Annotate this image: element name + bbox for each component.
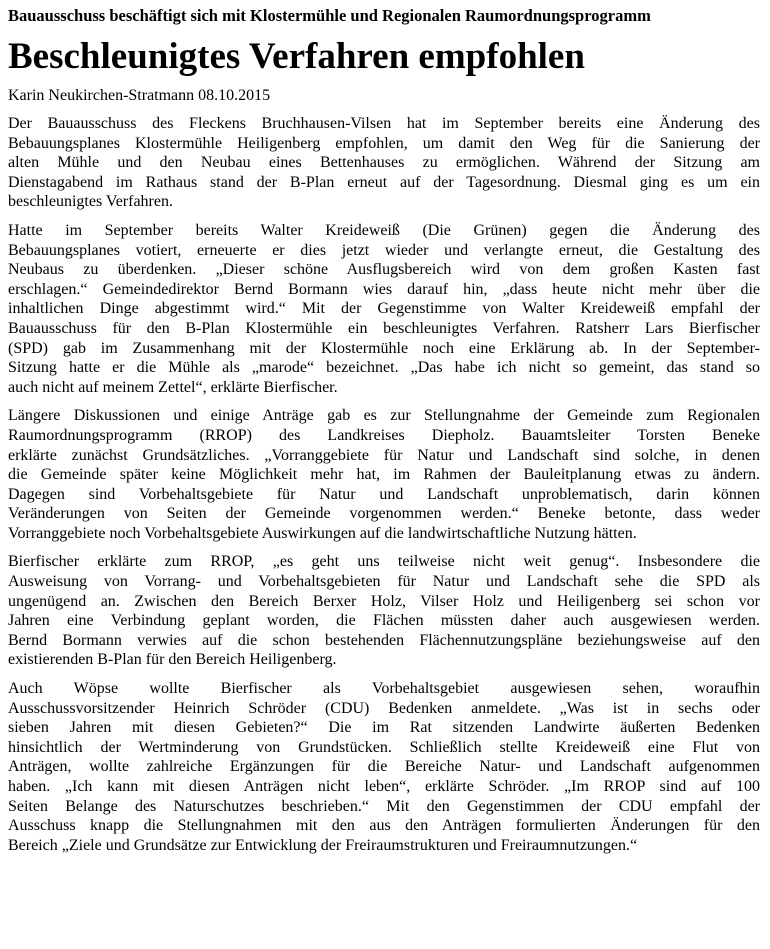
article-paragraph <box>8 406 760 543</box>
paragraph-line: Veränderungen von Seiten der Gemeinde vorgenommen werden.“ Beneke betonte, dass weder <box>8 505 760 523</box>
paragraph-line: Bierfischer erklärte zum RROP, „es geht uns teilweise nicht weit genug“. Insbesondere die <box>8 553 760 571</box>
paragraph-line: Bebauungsplanes Klostermühle Heiligenberg empfohlen, um damit den Weg für die Sanierung der <box>8 134 760 152</box>
article-kicker: Bauausschuss beschäftigt sich mit Klostermühle und Regionalen Raumordnungsprogramm <box>8 6 651 25</box>
paragraph-line: erklärte zunächst Grundsätzliches. „Vorranggebiete für Natur und Landschaft sind solche, in denen <box>8 446 760 464</box>
paragraph-line: Der Bauausschuss des Fleckens Bruchhausen-Vilsen hat im September bereits eine Änderung des <box>8 115 760 132</box>
paragraph-line: Ausweisung von Vorrang- und Vorbehaltsgebieten für Natur und Landschaft sehe die SPD als <box>8 573 760 591</box>
paragraph-line: alten Mühle und den Neubau eines Bettenhauses zu ermöglichen. Während der Sitzung am <box>8 154 760 172</box>
paragraph-line: Bebauungsplanes votiert, erneuerte er dies jetzt wieder und verlangte erneut, die Gestaltung des <box>8 241 760 259</box>
paragraph-line: Seiten Belange des Naturschutzes beschrieben.“ Mit den Gegenstimmen der CDU empfahl der <box>8 797 760 815</box>
paragraph-line: Ausschuss knapp die Stellungnahmen mit den aus den Anträgen formulierten Änderungen für den <box>8 817 760 835</box>
paragraph-line: die Gemeinde später keine Möglichkeit mehr hat, im Rahmen der Bauleitplanung etwas zu ändern. <box>8 466 760 484</box>
paragraph-line: auch nicht auf meinem Zettel“, erklärte Bierfischer. <box>8 378 338 396</box>
article-paragraph <box>8 221 760 397</box>
paragraph-line: Bernd Bormann verwies auf die schon bestehenden Flächennutzungspläne beziehungsweise auf den <box>8 631 760 649</box>
paragraph-line: Dagegen sind Vorbehaltsgebiete für Natur und Landschaft unproblematisch, darin können <box>8 485 760 503</box>
paragraph-line: Auch Wöpse wollte Bierfischer als Vorbehaltsgebiet ausgewiesen sehen, woraufhin <box>8 680 760 698</box>
paragraph-line: beschleunigtes Verfahren. <box>8 193 173 211</box>
paragraph-line: Vorranggebiete noch Vorbehaltsgebiete Auswirkungen auf die landwirtschaftliche Nutzung hätten. <box>8 524 637 542</box>
paragraph-line: ungenügend an. Zwischen den Bereich Berxer Holz, Vilser Holz und Heiligenberg sei schon vor <box>8 592 760 610</box>
paragraph-line: Ausschussvorsitzender Heinrich Schröder (CDU) Bedenken anmeldete. „Was ist in sechs oder <box>8 699 760 717</box>
article-byline: Karin Neukirchen-Stratmann 08.10.2015 <box>8 87 271 104</box>
paragraph-line: Bereich „Ziele und Grundsätze zur Entwicklung der Freiraumstrukturen und Freiraumnutzungen.“ <box>8 836 638 854</box>
paragraph-line: Bauausschuss für den B-Plan Klostermühle ein beschleunigtes Verfahren. Ratsherr Lars Bierfischer <box>8 319 760 337</box>
paragraph-line: existierenden B-Plan für den Bereich Heiligenberg. <box>8 651 337 669</box>
paragraph-line: haben. „Ich kann mit diesen Anträgen nicht leben“, erklärte Schröder. „Im RROP sind auf 100 <box>8 778 760 795</box>
article-paragraph <box>8 114 760 212</box>
paragraph-line: Jahren eine Verbindung geplant worden, die Flächen müssten daher auch ausgewiesen werden. <box>8 612 760 630</box>
paragraph-line: sieben Jahren mit diesen Gebieten?“ Die im Rat sitzenden Landwirte äußerten Bedenken <box>8 719 760 737</box>
paragraph-line: Hatte im September bereits Walter Kreideweiß (Die Grünen) gegen die Änderung des <box>8 221 760 239</box>
article-paragraph <box>8 552 760 670</box>
paragraph-line: Längere Diskussionen und einige Anträge gab es zur Stellungnahme der Gemeinde zum Regionalen <box>8 407 760 425</box>
article-paragraph <box>8 679 760 855</box>
paragraph-line: Dienstagabend im Rathaus stand der B-Plan erneut auf der Tagesordnung. Diesmal ging es um ein <box>8 173 760 191</box>
paragraph-line: Anträgen, wollte zahlreiche Ergänzungen für die Bereiche Natur- und Landschaft aufgenommen <box>8 758 760 776</box>
paragraph-line: Sitzung hatte er die Mühle als „marode“ bezeichnet. „Das habe ich nicht so gemeint, das stand so <box>8 359 760 377</box>
paragraph-line: Neubaus zu überdenken. „Dieser schöne Ausflugsbereich wird von dem großen Kasten fast <box>8 261 760 279</box>
article-headline: Beschleunigtes Verfahren empfohlen <box>8 36 585 77</box>
paragraph-line: (SPD) gab im Zusammenhang mit der Klostermühle noch eine Erklärung ab. In der September- <box>8 339 760 357</box>
paragraph-line: inhaltlichen Dinge abgestimmt wird.“ Mit der Gegenstimme von Walter Kreideweiß empfahl der <box>8 300 760 318</box>
paragraph-line: hinsichtlich der Wertminderung von Grundstücken. Schließlich stellte Kreideweiß eine Flut von <box>8 738 760 756</box>
article-body <box>8 114 760 855</box>
paragraph-line: Raumordnungsprogramm (RROP) des Landkreises Diepholz. Bauamtsleiter Torsten Beneke <box>8 426 760 444</box>
paragraph-line: erschlagen.“ Gemeindedirektor Bernd Bormann wies darauf hin, „dass heute nicht mehr über die <box>8 280 760 298</box>
